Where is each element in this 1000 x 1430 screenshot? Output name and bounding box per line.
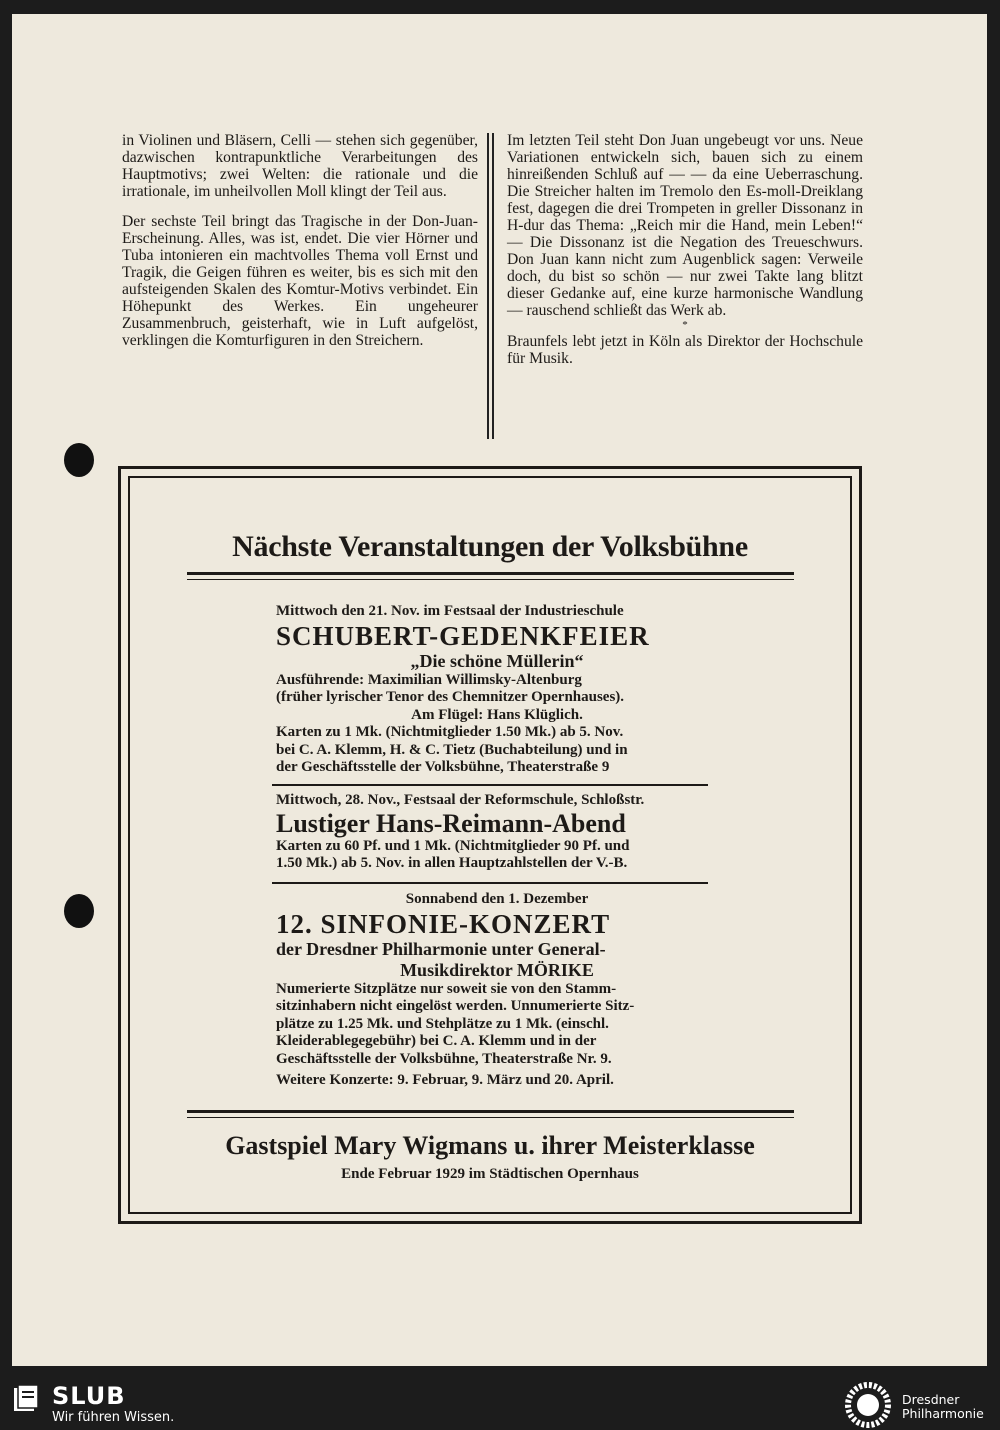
slub-logo-icon xyxy=(12,1383,42,1413)
footer-subtitle: Ende Februar 1929 im Städtischen Opernhaus xyxy=(341,1166,639,1182)
event-title: Lustiger Hans-Reimann-Abend xyxy=(276,808,626,838)
event-title: 12. SINFONIE-KONZERT xyxy=(276,908,611,939)
article-left-column xyxy=(122,132,478,349)
article-paragraph: Der sechste Teil bringt das Tragische in der Don-Juan-Erscheinung. Alles, was ist, endet. Die vier Hörner und Tuba intonieren ein machtvolles Thema voll Ernst und Tragik, die Geigen führen es weiter, bis es sich mit den aufsteigenden Skalen des Komtur-Motivs verbindet. Ein Höhepunkt des Werkes. Ein ungeheurer Zusammenbruch, geisterhaft, wie in Luft aufgelöst, verklingen die Komturfiguren in den Streichern. xyxy=(122,213,478,349)
philharmonie-name xyxy=(902,1393,984,1421)
event-line: Karten zu 60 Pf. und 1 Mk. (Nichtmitglieder 90 Pf. und xyxy=(276,837,630,854)
philharmonie-name-line: Dresdner xyxy=(902,1392,960,1407)
divider-rule xyxy=(272,784,708,786)
article-paragraph: Braunfels lebt jetzt in Köln als Direktor der Hochschule für Musik. xyxy=(507,333,863,367)
event-date: Mittwoch den 21. Nov. im Festsaal der Industrieschule xyxy=(276,603,624,619)
event-subtitle: „Die schöne Müllerin“ xyxy=(410,650,584,671)
event-line: Karten zu 1 Mk. (Nichtmitglieder 1.50 Mk.) ab 5. Nov. xyxy=(276,724,624,740)
slub-tagline: Wir führen Wissen. xyxy=(52,1410,175,1425)
event-line: Ausführende: Maximilian Willimsky-Altenburg xyxy=(276,671,582,688)
punch-hole xyxy=(64,894,94,928)
philharmonie-name-line: Philharmonie xyxy=(902,1406,984,1421)
philharmonie-logo-icon xyxy=(842,1381,894,1429)
event-subtitle: der Dresdner Philharmonie unter General- xyxy=(276,938,606,959)
event-line: 1.50 Mk.) ab 5. Nov. in allen Hauptzahlstellen der V.-B. xyxy=(276,855,628,871)
event-line: (früher lyrischer Tenor des Chemnitzer Opernhauses). xyxy=(276,689,625,705)
event-subtitle: Musikdirektor MÖRIKE xyxy=(400,959,594,980)
event-title: SCHUBERT-GEDENKFEIER xyxy=(276,620,650,651)
event-reimann xyxy=(276,792,718,873)
event-further-concerts: Weitere Konzerte: 9. Februar, 9. März und 20. April. xyxy=(276,1072,614,1088)
event-date: Mittwoch, 28. Nov., Festsaal der Reformschule, Schloßstr. xyxy=(276,792,645,808)
double-rule xyxy=(187,1110,794,1118)
footer-title: Gastspiel Mary Wigmans u. ihrer Meisterklasse xyxy=(225,1131,755,1160)
column-divider xyxy=(487,133,494,439)
event-schubert xyxy=(276,603,718,777)
announcement-box-inner xyxy=(128,476,852,1214)
event-line: Am Flügel: Hans Klüglich. xyxy=(411,706,583,723)
event-line: Kleiderablegegebühr) bei C. A. Klemm und in der xyxy=(276,1033,597,1049)
article-paragraph: Im letzten Teil steht Don Juan ungebeugt vor uns. Neue Variationen entwickeln sich, bauen sich zu einem hinreißenden Schluß auf — — da eine Ueberraschung. Die Streicher halten im Tremolo den Es-moll-Dreiklang fest, dagegen die drei Trompeten in greller Dissonanz in H-dur das Thema: „Reich mir die Hand, mein Leben!“ — Die Dissonanz ist die Negation des Treueschwurs. Don Juan kann nicht zum Augenblick sagen: Verweile doch, du bist so schön — nur zwei Takte lang blitzt dieser Gedanke auf, eine kurze harmonische Wandlung — rauschend schließt das Werk ab. xyxy=(507,132,863,319)
divider-rule xyxy=(272,882,708,884)
event-line: Numerierte Sitzplätze nur soweit sie von den Stamm- xyxy=(276,980,617,997)
article-paragraph: in Violinen und Bläsern, Celli — stehen sich gegenüber, dazwischen kontrapunktliche Verarbeitungen des Hauptmotivs; zwei Welten: die rationale und die irrationale, im unheilvollen Moll klingt der Teil aus. xyxy=(122,132,478,200)
event-date: Sonnabend den 1. Dezember xyxy=(405,891,589,907)
event-sinfonie xyxy=(276,891,718,1090)
event-line: plätze zu 1.25 Mk. und Stehplätze zu 1 Mk. (einschl. xyxy=(276,1015,609,1032)
event-line: Geschäftsstelle der Volksbühne, Theaterstraße Nr. 9. xyxy=(276,1050,612,1067)
double-rule xyxy=(187,572,794,580)
section-separator: * xyxy=(682,319,688,331)
announcement-heading: Nächste Veranstaltungen der Volksbühne xyxy=(232,530,748,563)
article-right-column xyxy=(507,132,863,367)
punch-hole xyxy=(64,443,94,477)
event-line: der Geschäftsstelle der Volksbühne, Theaterstraße 9 xyxy=(276,759,610,775)
event-line: bei C. A. Klemm, H. & C. Tietz (Buchabteilung) und in xyxy=(276,741,628,758)
announcement-box xyxy=(118,466,862,1224)
event-line: sitzinhabern nicht eingelöst werden. Unnumerierte Sitz- xyxy=(276,998,635,1014)
slub-name: SLUB xyxy=(52,1382,126,1410)
